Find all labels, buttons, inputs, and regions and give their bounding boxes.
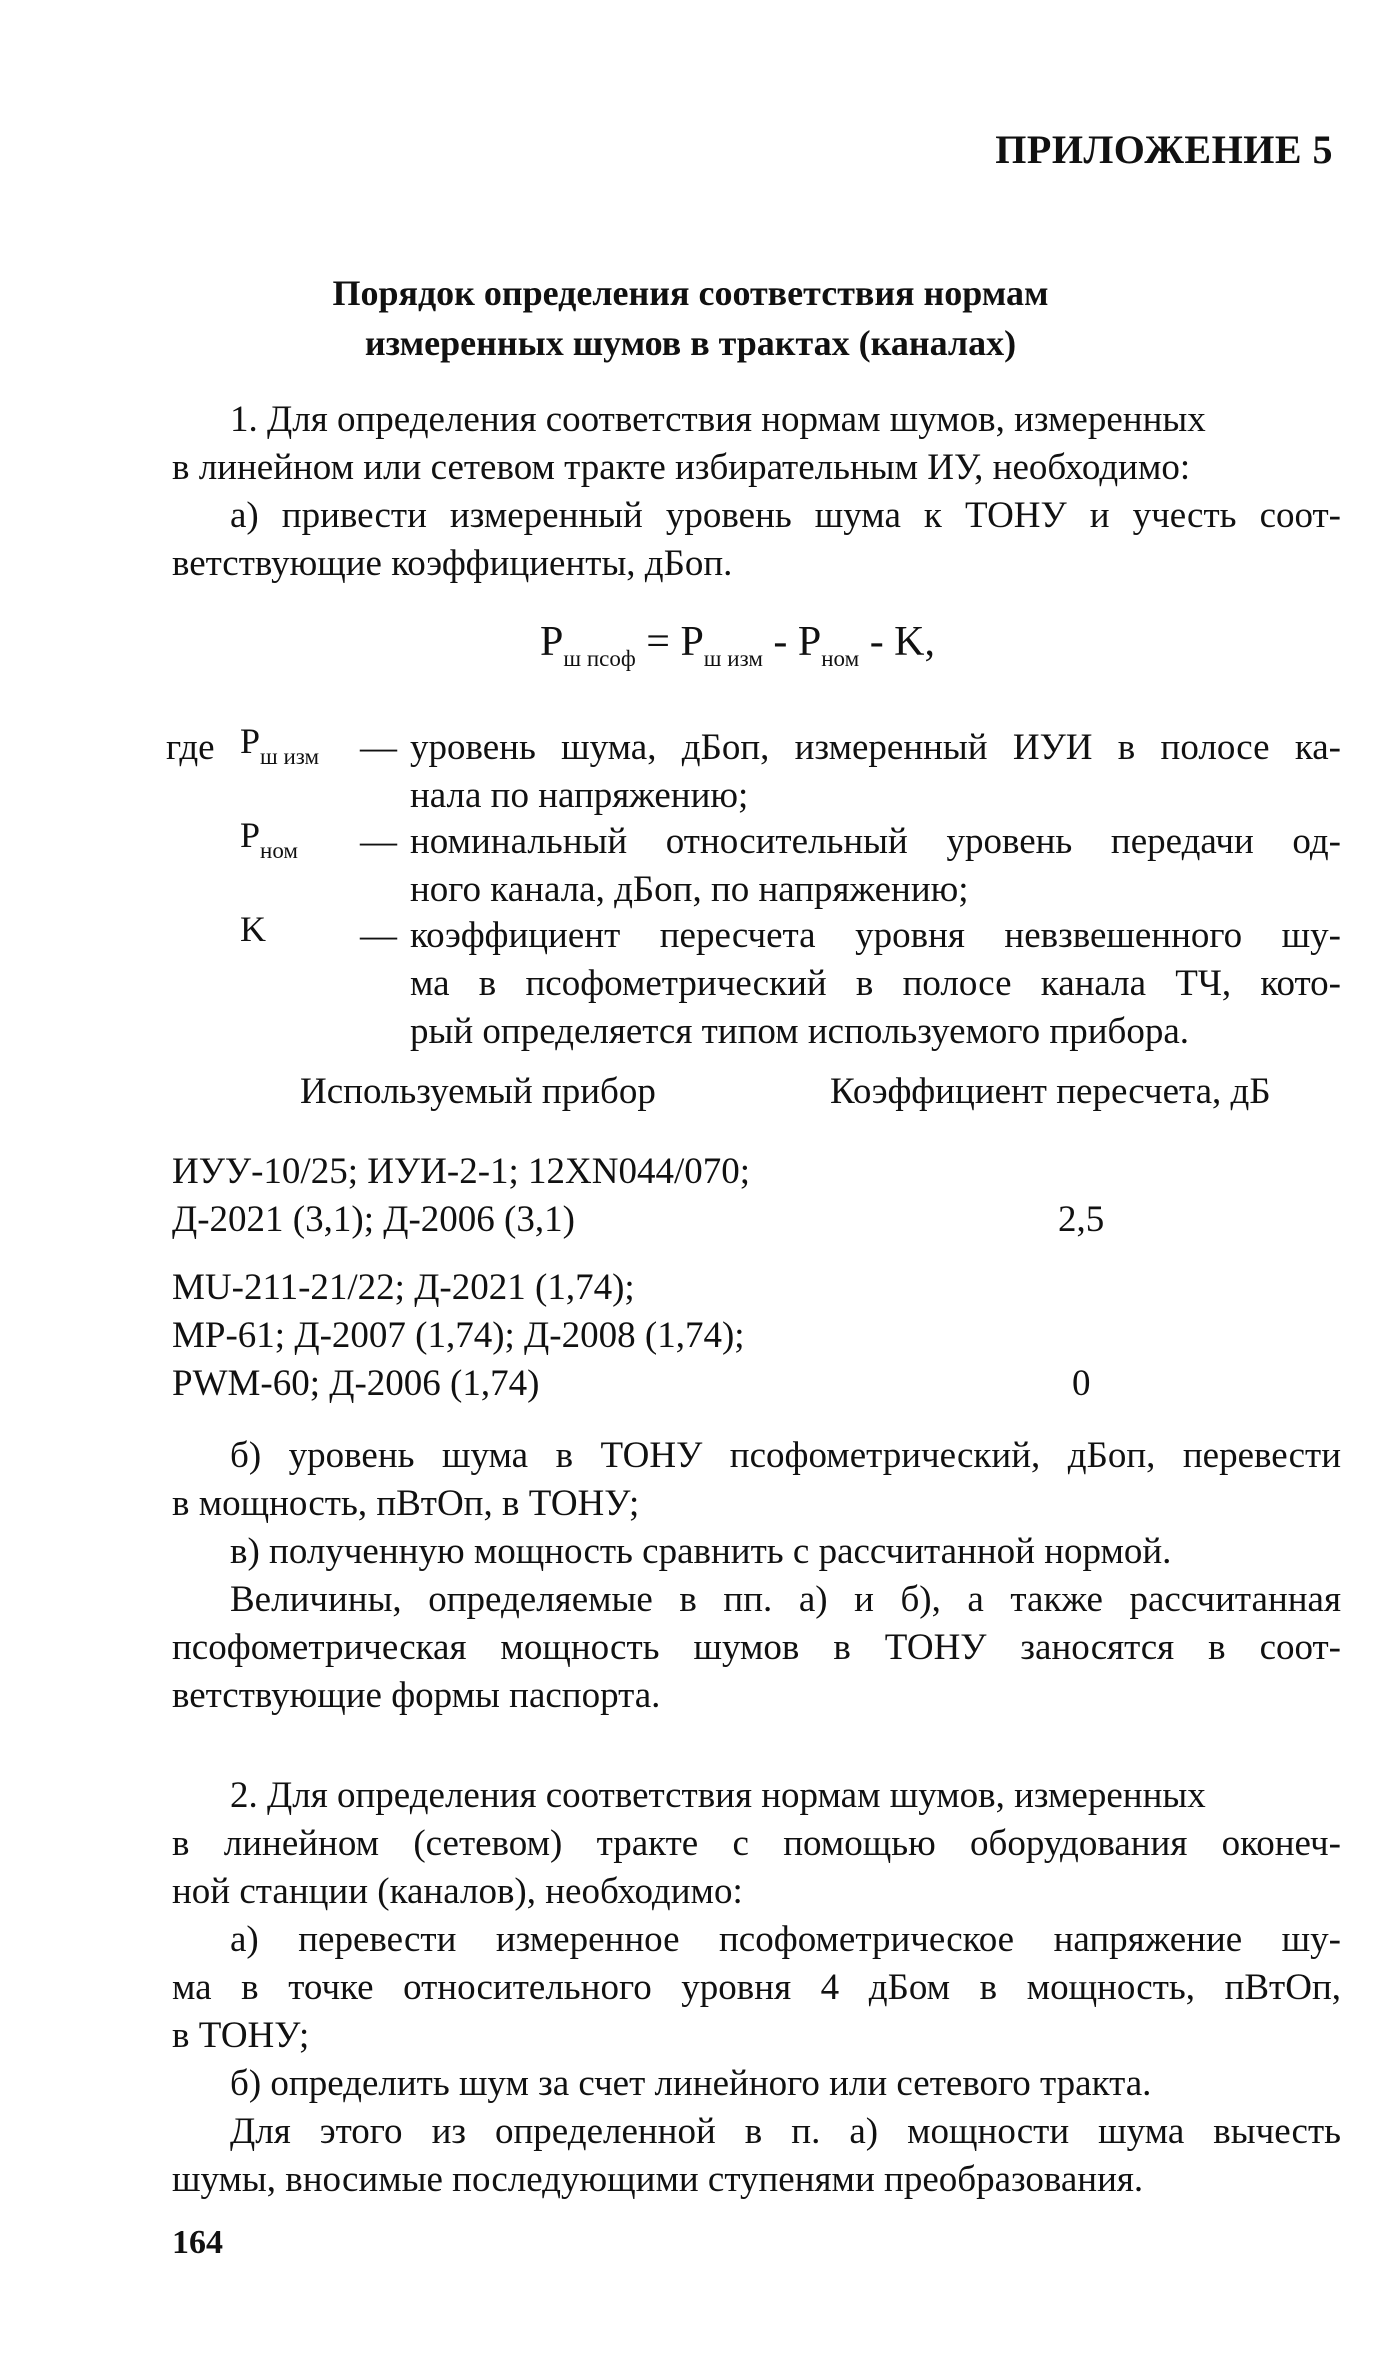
where-dash: — (360, 821, 397, 862)
paragraph-line: в ТОНУ; (172, 2015, 310, 2056)
term-symbol: P (240, 721, 261, 761)
definition-line: уровень шума, дБоп, измеренный ИУИ в полосе ка- (410, 727, 1341, 768)
definition-line: номинальный относительный уровень передачи од- (410, 821, 1341, 862)
where-word: где (166, 727, 215, 768)
paragraph-line: 2. Для определения соответствия нормам шумов, измеренных (230, 1775, 1206, 1816)
paragraph-line: 1. Для определения соответствия нормам шумов, измеренных (230, 399, 1206, 440)
where-term (240, 814, 298, 863)
table-cell-device: MP-61; Д-2007 (1,74); Д-2008 (1,74); (172, 1315, 745, 1356)
table-cell-value: 0 (1072, 1363, 1091, 1404)
paragraph-line: б) определить шум за счет линейного или сетевого тракта. (230, 2063, 1152, 2104)
definition-line: нала по напряжению; (410, 775, 749, 816)
section-title-line-2: измеренных шумов в трактах (каналах) (364, 323, 1017, 363)
page-number: 164 (172, 2224, 223, 2261)
formula-operator: - (762, 619, 798, 665)
table-cell-value: 2,5 (1058, 1199, 1105, 1240)
definition-line: ного канала, дБоп, по напряжению; (410, 869, 969, 910)
formula-symbol: P (540, 619, 564, 665)
paragraph-line: а) перевести измеренное псофометрическое напряжение шу- (230, 1919, 1341, 1960)
paragraph-line: ма в точке относительного уровня 4 дБом в мощность, пВтОп, (172, 1967, 1341, 2008)
table-cell-device: ИУУ-10/25; ИУИ-2-1; 12XN044/070; (172, 1151, 751, 1192)
paragraph-line: Для этого из определенной в п. а) мощности шума вычесть (230, 2111, 1341, 2152)
table-header-device: Используемый прибор (300, 1071, 656, 1112)
paragraph-line: псофометрическая мощность шумов в ТОНУ заносятся в соот- (172, 1627, 1341, 1668)
where-term (240, 908, 266, 950)
term-symbol: K (240, 909, 266, 949)
table-cell-device: MU-211-21/22; Д-2021 (1,74); (172, 1267, 635, 1308)
table-cell-device: PWM-60; Д-2006 (1,74) (172, 1363, 540, 1404)
paragraph-line: в линейном (сетевом) тракте с помощью оборудования оконеч- (172, 1823, 1341, 1864)
where-term (240, 720, 320, 769)
paragraph-line: а) привести измеренный уровень шума к ТОНУ и учесть соот- (230, 495, 1341, 536)
paragraph-line: в мощность, пВтОп, в ТОНУ; (172, 1483, 640, 1524)
where-dash: — (360, 915, 397, 956)
definition-line: ма в псофометрический в полосе канала ТЧ, кото- (410, 963, 1341, 1004)
table-header-coefficient: Коэффициент пересчета, дБ (830, 1071, 1271, 1112)
formula (540, 618, 936, 671)
formula-subscript: ш изм (703, 646, 763, 671)
section-title-line-1: Порядок определения соответствия нормам (332, 273, 1049, 313)
term-subscript: ном (260, 838, 298, 863)
paragraph-line: в линейном или сетевом тракте избирательным ИУ, необходимо: (172, 447, 1191, 488)
paragraph-line: б) уровень шума в ТОНУ псофометрический, дБоп, перевести (230, 1435, 1341, 1476)
formula-symbol: P (797, 619, 822, 665)
table-cell-device: Д-2021 (3,1); Д-2006 (3,1) (172, 1199, 575, 1240)
definition-line: рый определяется типом используемого прибора. (410, 1011, 1190, 1052)
formula-tail: - K, (859, 619, 936, 665)
paragraph-line: ной станции (каналов), необходимо: (172, 1871, 743, 1912)
formula-symbol: P (680, 619, 704, 665)
definition-line: коэффициент пересчета уровня невзвешенного шу- (410, 915, 1341, 956)
formula-subscript: ном (821, 646, 860, 671)
formula-subscript: ш псоф (563, 646, 636, 671)
paragraph-line: ветствующие коэффициенты, дБоп. (172, 543, 733, 584)
formula-operator: = (635, 619, 681, 665)
paragraph-line: шумы, вносимые последующими ступенями преобразования. (172, 2159, 1144, 2200)
paragraph-line: в) полученную мощность сравнить с рассчитанной нормой. (230, 1531, 1172, 1572)
term-symbol: P (240, 815, 261, 855)
where-dash: — (360, 727, 397, 768)
paragraph-line: Величины, определяемые в пп. а) и б), а также рассчитанная (230, 1579, 1341, 1620)
term-subscript: ш изм (260, 744, 320, 769)
paragraph-line: ветствующие формы паспорта. (172, 1675, 661, 1716)
appendix-label: ПРИЛОЖЕНИЕ 5 (995, 127, 1333, 172)
